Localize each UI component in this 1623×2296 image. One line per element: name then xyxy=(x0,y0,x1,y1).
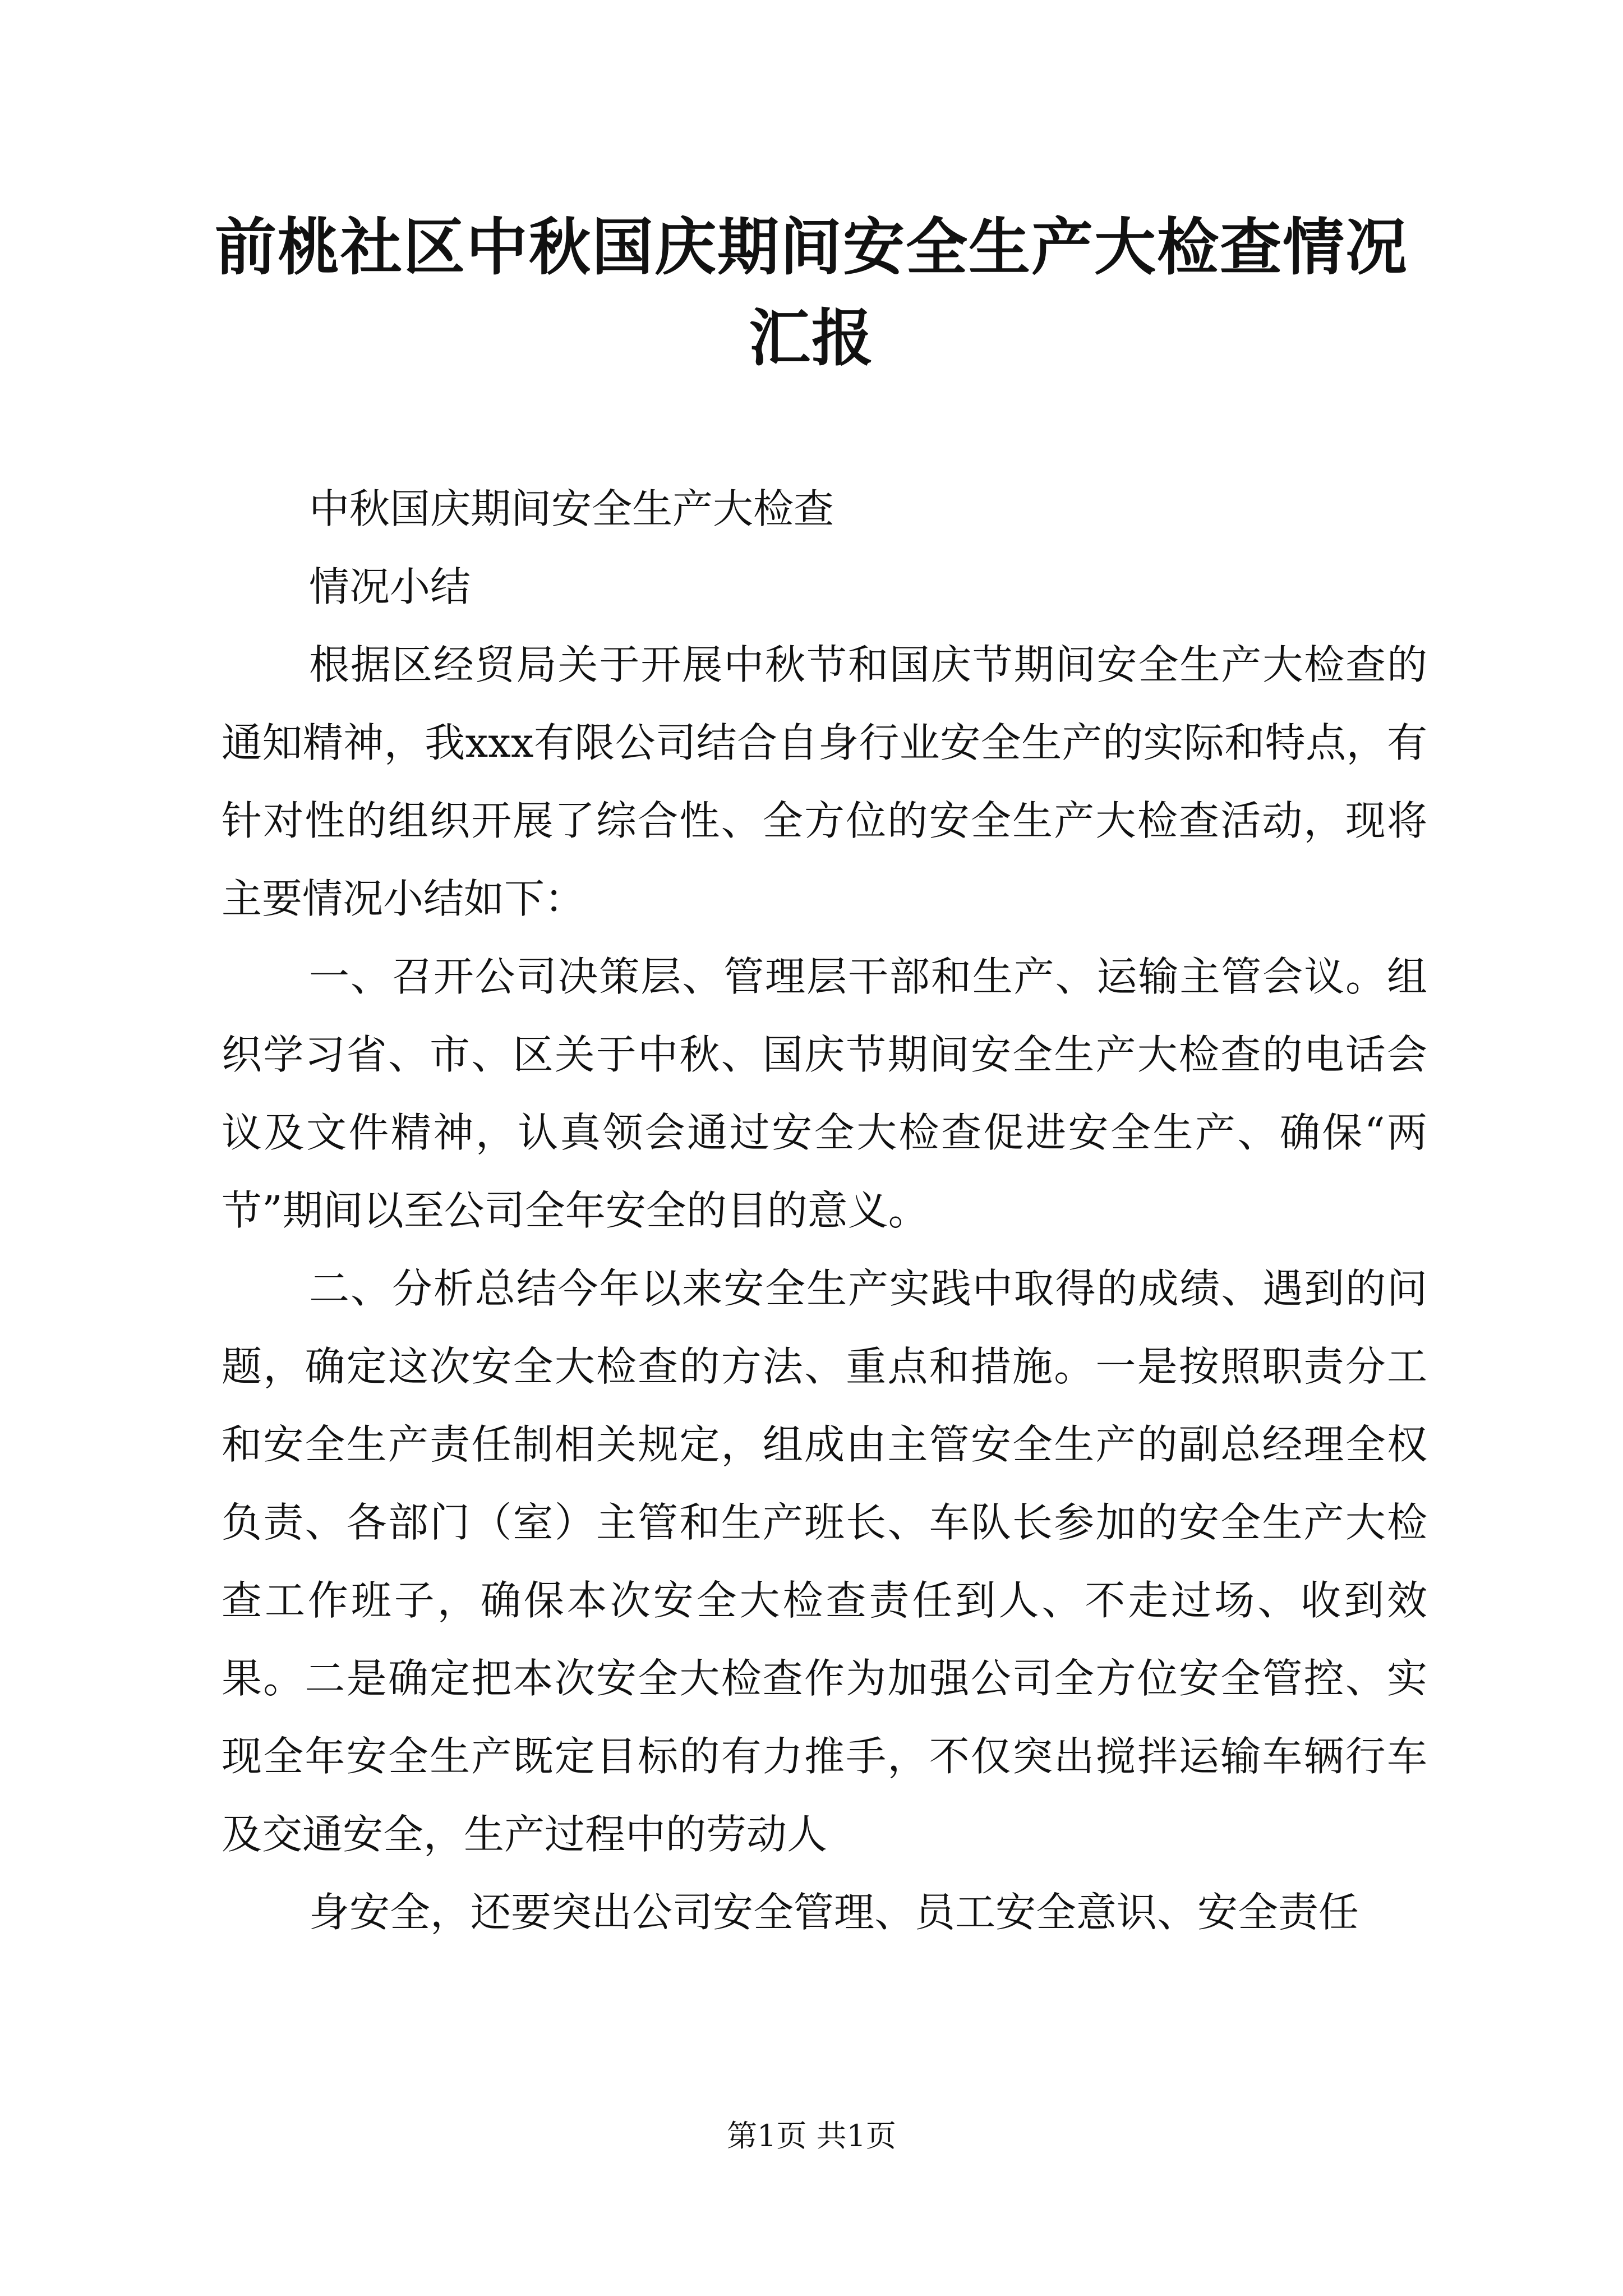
subtitle-line: 中秋国庆期间安全生产大检查 xyxy=(309,485,834,532)
body-paragraph: 二、分析总结今年以来安全生产实践中取得的成绩、遇到的问题，确定这次安全大检查的方法、重点和措施。一是按照职责分工和安全生产责任制相关规定，组成由主管安全生产的副总经理全权负责、各部门（室）主管和生产班长、车队长参加的安全生产大检查工作班子，确保本次安全大检查责任到人、不走过场、收到效果。二是确定把本次安全大检查作为加强公司全方位安全管控、实现全年安全生产既定目标的有力推手，不仅突出搅拌运输车辆行车及交通安全，生产过程中的劳动人 xyxy=(222,1265,1427,1858)
document-title: 前桃社区中秋国庆期间安全生产大检查情况汇报 xyxy=(215,211,1408,374)
body-paragraph: 一、召开公司决策层、管理层干部和生产、运输主管会议。组织学习省、市、区关于中秋、国庆节期间安全生产大检查的电话会议及文件精神，认真领会通过安全大检查促进安全生产、确保“两节”期间以至公司全年安全的目的意义。 xyxy=(222,953,1427,1234)
subtitle-line: 情况小结 xyxy=(309,563,471,610)
body-paragraph: 根据区经贸局关于开展中秋节和国庆节期间安全生产大检查的通知精神，我xxx有限公司结合自身行业安全生产的实际和特点，有针对性的组织开展了综合性、全方位的安全生产大检查活动，现将主要情况小结如下： xyxy=(222,641,1427,922)
body-paragraph: 身安全，还要突出公司安全管理、员工安全意识、安全责任 xyxy=(309,1889,1359,1936)
document-body xyxy=(222,470,1427,1952)
page-footer: 第1页 共1页 xyxy=(727,2118,896,2154)
